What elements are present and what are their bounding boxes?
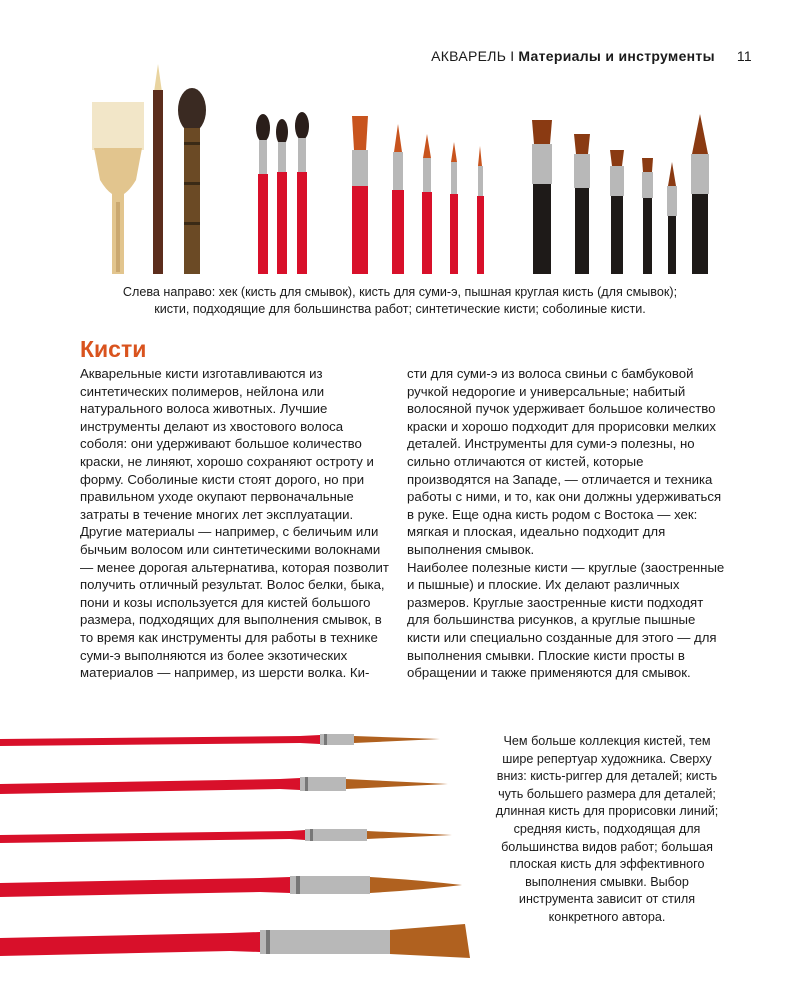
body-paragraph: Наиболее полезные кисти — круглые (заостренные и пышные) и плоские. Их делают различных размеров. Круглые заостренные кисти подходят для большинства рисунков, а круглые пышные кисти или специально созданные для этого — для выполнения смывки. Плоские кисти просты в обращении и также применяются для смывок. <box>407 559 725 681</box>
top-photo-caption <box>40 284 760 318</box>
liner-brush <box>0 829 452 843</box>
section-heading: Кисти <box>80 336 147 362</box>
body-paragraph: сти для суми-э из волоса свиньи с бамбуковой ручкой недорогие и универсальные; набитый волосяной пучок удерживает большое количество краски и хорошо подходит для прорисовки мелких деталей. Инструменты для суми-э полезны, но сильно отличаются от кистей, которые производятся на Западе, — отличается и техника работы с ними, и то, как они должны удерживаться в руке. Еще одна кисть родом с Востока — хек: мягкая и плоская, идеально подходит для выполнения смывок. <box>407 366 722 557</box>
body-paragraph: Акварельные кисти изготавливаются из синтетических полимеров, нейлона или натурального волоса животных. Лучшие инструменты делают из хвостового волоса соболя: они удерживают большое количество краски, не линяют, хорошо сохраняют остроту и форму. Соболиные кисти стоят дорого, но при правильном уходе окупают первоначальные затраты в течение многих лет эксплуатации. Другие материалы — например, с беличьим или бычьим волосом или синтетическими волокнами — менее дорогая альтернатива, которая позволит получить отличный результат. Волос белки, быка, пони и козы используется для кистей большого размера, подходящих для выполнения смывок, в то время как инструменты для работы в технике суми-э выполняются из более экзотических материалов — например, из шерсти волка. Ки- <box>80 366 389 681</box>
top-caption-line2: кисти, подходящие для большинства работ; синтетические кисти; соболиные кисти. <box>154 302 646 316</box>
detail-brush <box>0 777 448 794</box>
sumi-e-brush <box>178 88 206 274</box>
top-brush-photo <box>80 62 720 277</box>
top-caption-line1: Слева направо: хек (кисть для смывок), кисть для суми-э, пышная круглая кисть (для смывок); <box>122 285 678 299</box>
hake-brush <box>92 102 144 274</box>
bottom-brush-photo <box>0 712 480 982</box>
body-column-2 <box>407 365 725 682</box>
header-separator: I <box>510 48 515 64</box>
round-mop-brushes <box>256 112 309 274</box>
medium-round-brush <box>0 876 462 897</box>
large-flat-brush <box>0 924 470 958</box>
bottom-photo-caption: Чем больше коллекция кистей, тем шире репертуар художника. Сверху вниз: кисть-риггер для деталей; кисть чуть большего размера для деталей; длинная кисть для прорисовки линий; средняя кисть, подходящая для большинства видов работ; большая плоская кисть для эффективного выполнения смывки. Выбор инструмента зависит от стиля конкретного автора. <box>495 734 719 924</box>
page-number: 11 <box>736 48 752 64</box>
synthetic-brushes <box>352 116 484 274</box>
rigger-brush <box>0 734 440 746</box>
section-subtitle: Материалы и инструменты <box>518 48 715 64</box>
pointed-wood-brush <box>153 64 163 274</box>
body-column-1 <box>80 365 392 682</box>
section-title: АКВАРЕЛЬ <box>431 48 507 64</box>
sable-brushes <box>532 114 709 274</box>
